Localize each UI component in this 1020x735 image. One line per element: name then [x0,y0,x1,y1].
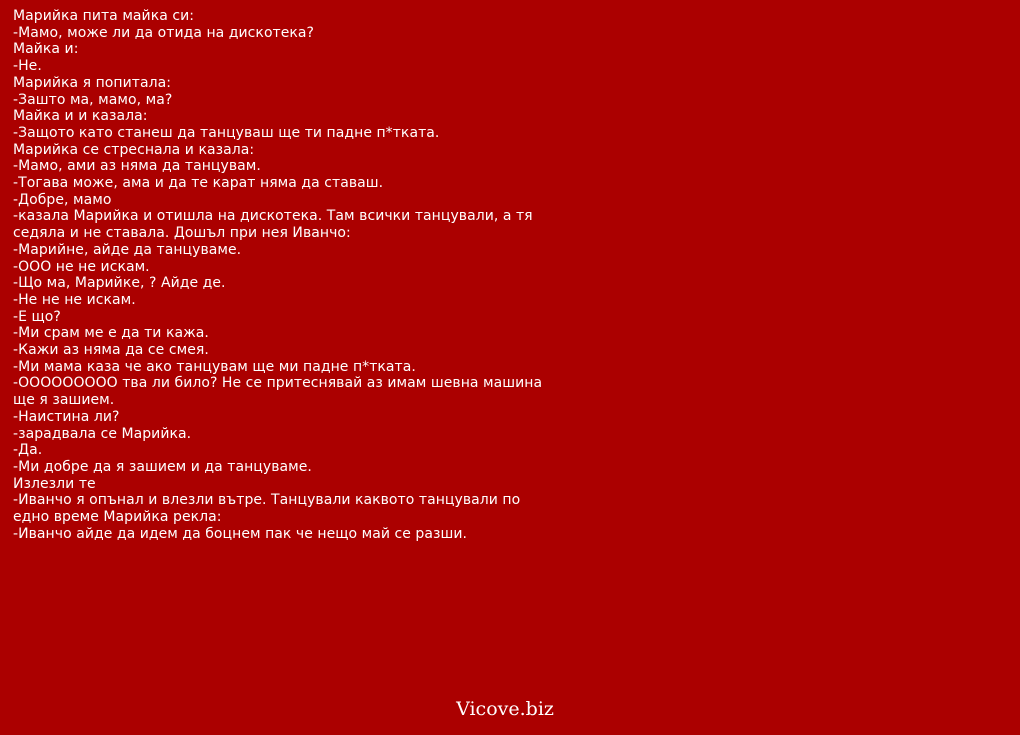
site-brand: Vicove.biz [456,698,554,720]
joke-line: -Що ма, Марийке, ? Айде де. [13,275,226,292]
joke-line: -Наистина ли? [13,408,120,425]
joke-line: -Не не не искам. [13,291,136,308]
joke-line: -казала Марийка и отишла на дискотека. Там всички танцували, а тя [13,208,533,225]
joke-line: -Ми добре да я зашием и да танцуваме. [13,458,312,475]
joke-line: Марийка се стреснала и казала: [13,141,255,158]
joke-line: седяла и не ставала. Дошъл при нея Иванчо: [13,225,351,242]
joke-line: -ООООООООО тва ли било? Не се притеснявай аз имам шевна машина [13,375,543,392]
joke-line: Марийка пита майка си: [13,8,195,24]
joke-line: -Марийне, айде да танцуваме. [13,241,242,258]
joke-line: -Кажи аз няма да се смея. [13,342,209,359]
joke-line: -Мамо, ами аз няма да танцувам. [13,158,261,175]
joke-text [13,8,613,543]
joke-line: -Ми мама каза че ако танцувам ще ми падне п*тката. [13,358,416,375]
joke-line: -Зашто ма, мамо, ма? [13,91,173,108]
joke-line: Марийка я попитала: [13,74,171,91]
joke-line: ще я зашием. [13,392,115,409]
joke-line: -Да. [13,442,43,459]
joke-line: -зарадвала се Марийка. [13,425,192,442]
joke-line: едно време Марийка рекла: [13,509,222,526]
joke-line: -Иванчо айде да идем да боцнем пак че нещо май се разши. [13,525,468,542]
joke-line: -Мамо, може ли да отида на дискотека? [13,24,315,41]
joke-line: -ООО не не искам. [13,258,150,275]
joke-line: -Иванчо я опънал и влезли вътре. Танцували каквото танцували по [13,492,521,509]
joke-line: -Е що? [13,308,61,325]
joke-line: -Добре, мамо [13,191,112,208]
joke-line: -Тогава може, ама и да те карат няма да ставаш. [13,175,384,192]
joke-line: -Не. [13,58,42,75]
joke-line: Излезли те [13,475,96,492]
joke-line: Майка и и казала: [13,108,148,125]
joke-line: Майка и: [13,41,79,58]
joke-line: -Защото като станеш да танцуваш ще ти падне п*тката. [13,124,440,141]
joke-line: -Ми срам ме е да ти кажа. [13,325,209,342]
